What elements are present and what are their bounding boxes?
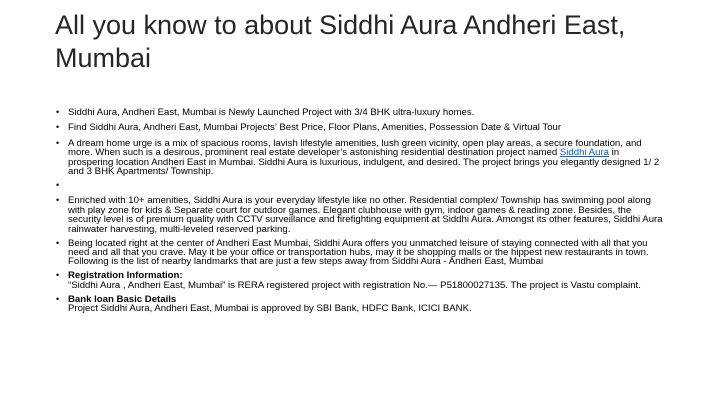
list-item [56, 271, 666, 290]
bullet-dot: • [56, 270, 60, 281]
bullet-dot: • [56, 180, 60, 191]
bullet-dot: • [56, 195, 60, 206]
bullet-text: A dream home urge is a mix of spacious rooms, lavish lifestyle amenities, lush green vicinity, open play areas, a secure foundation, and more. When such is a desirous, prominent real estate developer’s astonishing residential destination project named [68, 137, 642, 159]
list-item [56, 295, 666, 314]
bullet-text: Siddhi Aura, Andheri East, Mumbai is Newly Launched Project with 3/4 BHK ultra-luxury homes. [68, 107, 475, 118]
bullet-dot: • [56, 237, 60, 248]
list-item [56, 123, 666, 132]
bullet-dot: • [56, 293, 60, 304]
bullet-list [56, 108, 666, 318]
bank-loan-heading: Bank loan Basic Details [68, 293, 177, 305]
bullet-text: Enriched with 10+ amenities, Siddhi Aura is your everyday lifestyle like no other. Residential complex/ Township has swimming pool along with play zone for kids & Separate court for outdoor games. Elegant clubhouse with gym, indoor games & reading zone. Besides, the security level is of premium quality with CCTV surveillance and firefighting equipment at Siddhi Aura. Amongst its other features, Siddhi Aura rainwater harvesting, multi-leveled reserved parking. [68, 195, 663, 235]
registration-text: “Siddhi Aura , Andheri East, Mumbai” is RERA registered project with registration No.— P51800027135. The project is Vastu complaint. [68, 279, 641, 291]
list-item [56, 239, 666, 267]
list-item [56, 196, 666, 234]
list-item [56, 108, 666, 117]
bullet-dot: • [56, 107, 60, 117]
page-title: All you know to about Siddhi Aura Andheri East, Mumbai [55, 10, 626, 73]
bullet-dot: • [56, 137, 60, 148]
bullet-text: in prospering location Andheri East in Mumbai. Siddhi Aura is luxurious, indulgent, and desired. The project brings you elegantly designed 1/ 2 and 3 BHK Apartments/ Township. [68, 147, 660, 178]
bullet-text: Being located right at the center of Andheri East Mumbai, Siddhi Aura offers you unmatched leisure of staying connected with all that you need and all that you crave. May it be your office or transportation hubs, may it be shopping malls or the hippest new restaurants in town. Following is the list of nearby landmarks that are just a few steps away from Siddhi Aura - Andheri East, Mumbai [68, 237, 649, 268]
bank-loan-text: Project Siddhi Aura, Andheri East, Mumbai is approved by SBI Bank, HDFC Bank, ICICI BANK. [68, 303, 472, 315]
registration-heading: Registration Information: [68, 270, 183, 282]
list-item-empty [56, 181, 666, 190]
list-item [56, 139, 666, 177]
bullet-text: Find Siddhi Aura, Andheri East, Mumbai Projects’ Best Price, Floor Plans, Amenities, Possession Date & Virtual Tour [68, 122, 562, 134]
project-link[interactable]: Siddhi Aura [559, 147, 609, 159]
bullet-dot: • [56, 122, 60, 133]
